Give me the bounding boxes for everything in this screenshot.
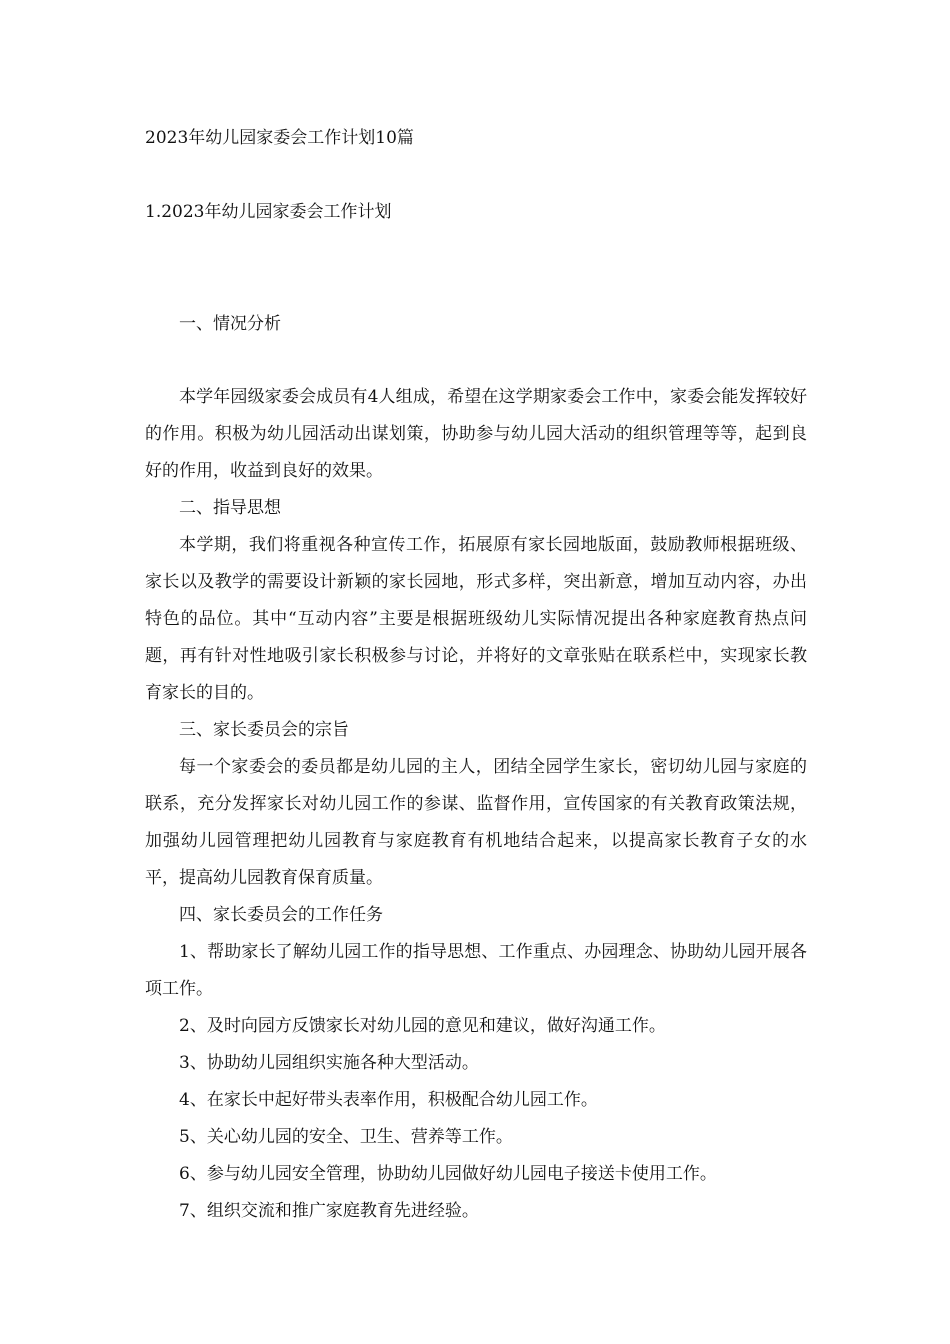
list-item: 7、组织交流和推广家庭教育先进经验。 xyxy=(179,1201,479,1221)
list-item: 1、帮助家长了解幼儿园工作的指导思想、工作重点、办园理念、协助幼儿园开展各项工作。 xyxy=(145,942,807,999)
list-item: 4、在家长中起好带头表率作用，积极配合幼儿园工作。 xyxy=(179,1090,598,1110)
document-body xyxy=(145,306,807,1230)
section-heading-guidance: 二、指导思想 xyxy=(179,498,281,518)
list-item: 5、关心幼儿园的安全、卫生、营养等工作。 xyxy=(179,1127,513,1147)
section-heading-tasks: 四、家长委员会的工作任务 xyxy=(179,905,383,925)
document-title: 2023年幼儿园家委会工作计划10篇 xyxy=(145,128,414,148)
section-heading-situation: 一、情况分析 xyxy=(179,314,281,334)
paragraph-guidance: 本学期，我们将重视各种宣传工作，拓展原有家长园地版面，鼓励教师根据班级、家长以及教学的需要设计新颖的家长园地，形式多样，突出新意，增加互动内容，办出特色的品位。其中“互动内容”主要是根据班级幼儿实际情况提出各种家庭教育热点问题，再有针对性地吸引家长积极参与讨论，并将好的文章张贴在联系栏中，实现家长教育家长的目的。 xyxy=(145,535,807,703)
list-item: 2、及时向园方反馈家长对幼儿园的意见和建议，做好沟通工作。 xyxy=(179,1016,666,1036)
paragraph-situation: 本学年园级家委会成员有4人组成，希望在这学期家委会工作中，家委会能发挥较好的作用。积极为幼儿园活动出谋划策，协助参与幼儿园大活动的组织管理等等，起到良好的作用，收益到良好的效果。 xyxy=(145,387,807,481)
section-heading-purpose: 三、家长委员会的宗旨 xyxy=(179,720,349,740)
document-subtitle: 1.2023年幼儿园家委会工作计划 xyxy=(145,202,392,222)
paragraph-purpose: 每一个家委会的委员都是幼儿园的主人，团结全园学生家长，密切幼儿园与家庭的联系，充分发挥家长对幼儿园工作的参谋、监督作用，宣传国家的有关教育政策法规，加强幼儿园管理把幼儿园教育与家庭教育有机地结合起来，以提高家长教育子女的水平，提高幼儿园教育保育质量。 xyxy=(145,757,807,888)
list-item: 3、协助幼儿园组织实施各种大型活动。 xyxy=(179,1053,479,1073)
list-item: 6、参与幼儿园安全管理，协助幼儿园做好幼儿园电子接送卡使用工作。 xyxy=(179,1164,717,1184)
